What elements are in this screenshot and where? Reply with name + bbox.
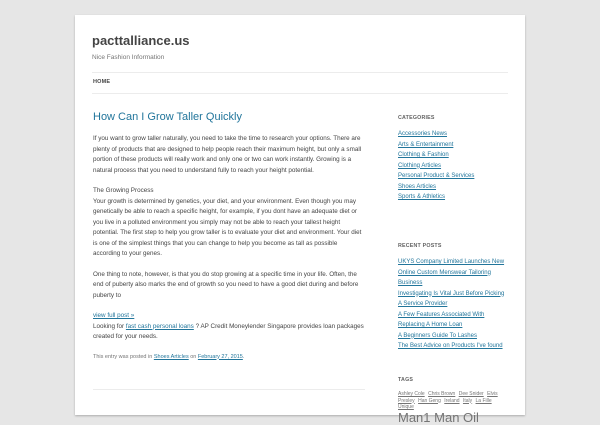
tag-link[interactable]: Italy — [462, 397, 473, 404]
category-item — [398, 182, 508, 193]
recent-posts-widget — [398, 243, 508, 352]
tag-link[interactable]: La Fille Unique — [398, 397, 492, 410]
post-separator — [93, 389, 365, 390]
looking-suffix: ? AP Credit Moneylender Singapore provides loan packages created for your needs. — [93, 322, 364, 340]
category-item — [398, 161, 508, 172]
category-link-shoes-articles[interactable]: Shoes Articles — [398, 183, 437, 190]
post-paragraph-3: One thing to note, however, is that you do stop growing at a specific time in your life. Often, the end of puberty also marks the end of growth so you need to have a good diet during and before puberty to — [93, 270, 359, 299]
category-item — [398, 140, 508, 151]
recent-post-item — [398, 289, 508, 310]
categories-title: CATEGORIES — [398, 115, 435, 121]
sidebar — [398, 115, 508, 425]
recent-post-link[interactable]: A Beginners Guide To Lashes — [398, 332, 477, 339]
recent-post-item — [398, 331, 508, 342]
tag-link[interactable]: Ashley Cole — [398, 391, 425, 397]
recent-post-link[interactable]: A Few Features Associated With Replacing A Home Loan — [398, 311, 485, 328]
meta-end: . — [242, 353, 245, 360]
recent-post-item — [398, 310, 508, 331]
category-item — [398, 150, 508, 161]
site-header — [92, 33, 508, 61]
fast-cash-loans-link[interactable]: fast cash personal loans — [125, 322, 194, 330]
recent-post-item — [398, 341, 508, 352]
post-paragraph-1: If you want to grow taller naturally, you need to take the time to research your options. There are plenty of products that are designed to help people reach their maximum height, but only a small portion of these products will really work and only one or two can work instantly. Growing is a natural process that you need to understand fully to reach your height potential. — [93, 135, 362, 174]
tag-link[interactable]: Ireland — [444, 397, 460, 404]
page-container — [75, 15, 525, 425]
tag-link[interactable]: Chris Brown — [428, 391, 456, 397]
looking-prefix: Looking for — [93, 322, 126, 330]
category-link-arts-entertainment[interactable]: Arts & Entertainment — [398, 141, 454, 148]
tag-link[interactable]: Dee Snider — [458, 391, 484, 397]
category-link-sports-athletics[interactable]: Sports & Athletics — [398, 194, 446, 200]
post-meta — [93, 353, 366, 362]
tags-widget — [398, 377, 508, 425]
recent-post-item — [398, 257, 508, 289]
categories-list — [398, 129, 508, 203]
post-section-heading: The Growing Process — [93, 187, 154, 194]
recent-post-link[interactable]: Investigating Is Vital Just Before Picking A Service Provider — [398, 290, 505, 307]
recent-post-link[interactable]: The Best Advice on Products I've found — [398, 343, 503, 349]
nav-item-home[interactable]: HOME — [93, 79, 111, 85]
meta-category-link[interactable]: Shoes Articles — [153, 353, 189, 360]
categories-widget — [398, 115, 508, 203]
meta-on: on — [188, 353, 198, 360]
site-description: Nice Fashion Information — [92, 54, 165, 61]
main-content — [93, 111, 366, 362]
tag-link[interactable]: Han Geng — [418, 397, 441, 404]
recent-posts-title: RECENT POSTS — [398, 243, 442, 249]
recent-posts-list — [398, 257, 508, 352]
recent-post-link[interactable]: UKYS Company Limited Launches New Online Custom Menswear Tailoring Business — [398, 259, 505, 286]
tag-cloud — [398, 391, 508, 425]
post-paragraph-2: Your growth is determined by genetics, your diet, and your environment. Even though you may genetically be able to reach a specific height, for example, if you dont have an adequate diet or you live in a polluted environment you simply may not be able to reach your tallest height potential. The first step to help you grow taller is to evaluate your diet and environment. Your diet is one of the simplest things that you can change to help you become as tall as possible according to your genes. — [93, 197, 362, 257]
post-content — [93, 134, 366, 343]
category-item — [398, 171, 508, 182]
category-link-personal-product[interactable]: Personal Product & Services — [398, 173, 475, 179]
meta-date-link[interactable]: February 27, 2015 — [197, 353, 243, 360]
post-title[interactable]: How Can I Grow Taller Quickly — [93, 111, 242, 123]
post-more — [93, 311, 366, 343]
category-link-clothing-fashion[interactable]: Clothing & Fashion — [398, 152, 449, 158]
category-link-clothing-articles[interactable]: Clothing Articles — [398, 162, 442, 169]
tags-title: TAGS — [398, 377, 414, 383]
category-item — [398, 192, 508, 203]
site-title[interactable]: pacttalliance.us — [92, 33, 190, 48]
post-section — [93, 186, 366, 260]
meta-prefix: This entry was posted in — [93, 353, 154, 360]
tag-link[interactable]: Elvis Presley — [398, 391, 498, 404]
category-item — [398, 129, 508, 140]
view-full-post-link[interactable]: view full post » — [93, 312, 135, 319]
main-navigation — [92, 72, 508, 94]
tag-link-large[interactable]: Man1 Man Oil — [398, 409, 479, 425]
category-link-accessories-news[interactable]: Accessories News — [398, 131, 448, 137]
